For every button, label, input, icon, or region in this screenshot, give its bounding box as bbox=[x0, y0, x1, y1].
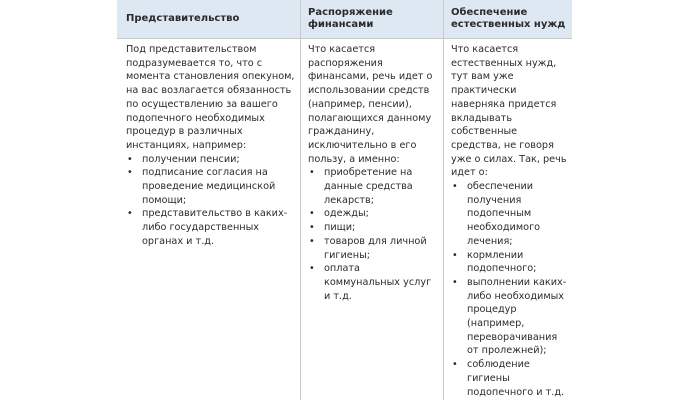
list-item-text: представительство в каких-либо государственных органах и т.д. bbox=[142, 208, 288, 247]
comparison-table bbox=[117, 0, 572, 400]
list-item-text: соблюдение гигиены подопечного и т.д. bbox=[467, 359, 565, 398]
column-finances bbox=[308, 43, 439, 303]
column-representation bbox=[126, 43, 298, 249]
header-finances: Распоряжение финансами bbox=[308, 7, 393, 30]
bullet-icon: • bbox=[452, 249, 458, 261]
header-representation: Представительство bbox=[126, 13, 240, 24]
list-item-text: оплата коммунальных услуг и т.д. bbox=[324, 263, 432, 302]
list-item bbox=[308, 166, 439, 207]
column-divider bbox=[443, 0, 444, 400]
bullet-icon: • bbox=[452, 181, 458, 193]
bullet-icon: • bbox=[309, 167, 315, 179]
bullet-list bbox=[308, 166, 439, 303]
bullet-icon: • bbox=[309, 208, 315, 220]
bullet-icon: • bbox=[127, 167, 133, 179]
list-item-text: пищи; bbox=[324, 222, 356, 234]
list-item-text: кормлении подопечного; bbox=[467, 249, 537, 275]
list-item-text: подписание согласия на проведение медицинской помощи; bbox=[142, 167, 276, 206]
bullet-icon: • bbox=[452, 359, 458, 371]
cell-intro: Что касается распоряжения финансами, речь идет о использовании средств (например, пенсии), полагающихся данному гражданину, исключительно в его пользу, а именно: bbox=[308, 44, 433, 165]
header-divider bbox=[117, 38, 572, 39]
list-item bbox=[451, 249, 570, 276]
list-item-text: получении пенсии; bbox=[142, 153, 240, 165]
bullet-icon: • bbox=[309, 222, 315, 234]
list-item bbox=[451, 180, 570, 249]
bullet-icon: • bbox=[127, 208, 133, 220]
bullet-icon: • bbox=[127, 153, 133, 165]
list-item-text: приобретение на данные средства лекарств; bbox=[324, 167, 413, 206]
list-item bbox=[308, 262, 439, 303]
list-item bbox=[126, 207, 298, 248]
bullet-list bbox=[126, 153, 298, 249]
list-item bbox=[308, 235, 439, 262]
bullet-list bbox=[451, 180, 570, 399]
list-item bbox=[451, 276, 570, 358]
column-natural-needs bbox=[451, 43, 570, 399]
list-item bbox=[126, 166, 298, 207]
list-item-text: обеспечении получения подопечным необходимого лечения; bbox=[467, 181, 541, 247]
header-natural-needs: Обеспечение естественных нужд bbox=[451, 7, 566, 30]
bullet-icon: • bbox=[309, 263, 315, 275]
list-item-text: выполнении каких-либо необходимых процедур (например, переворачивания от пролежней); bbox=[467, 276, 567, 357]
list-item bbox=[308, 221, 439, 235]
list-item-text: одежды; bbox=[324, 208, 369, 220]
bullet-icon: • bbox=[452, 276, 458, 288]
cell-intro: Под представительством подразумевается то, что с момента становления опекуном, на вас возлагается обязанность по осуществлению за вашего подопечного необходимых процедур в различных инстанциях, например: bbox=[126, 44, 295, 151]
bullet-icon: • bbox=[309, 235, 315, 247]
column-divider bbox=[300, 0, 301, 400]
list-item bbox=[451, 358, 570, 399]
list-item bbox=[308, 207, 439, 221]
list-item bbox=[126, 153, 298, 167]
list-item-text: товаров для личной гигиены; bbox=[324, 235, 427, 261]
cell-intro: Что касается естественных нужд, тут вам уже практически наверняка придется вкладывать собственные средства, не говоря уже о силах. Так, речь идет о: bbox=[451, 44, 567, 179]
